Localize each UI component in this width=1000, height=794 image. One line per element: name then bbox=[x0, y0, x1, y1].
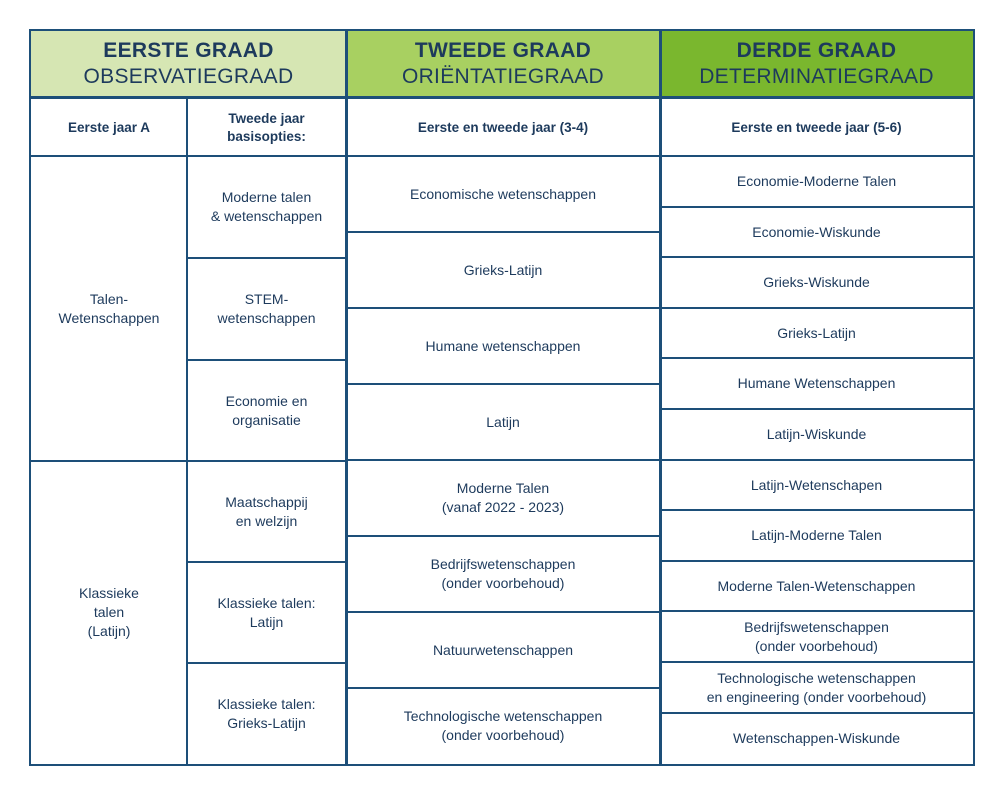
col4-cell: Latijn-Wiskunde bbox=[766, 426, 867, 442]
col2-cell: Moderne talen & wetenschappen bbox=[210, 189, 323, 224]
col4-cell: Economie-Wiskunde bbox=[752, 223, 881, 240]
col2-cell: Klassieke talen: Latijn bbox=[217, 594, 316, 630]
col4-cell: Latijn-Moderne Talen bbox=[751, 527, 882, 543]
col1-cell: Talen- Wetenschappen bbox=[58, 290, 160, 326]
col3-cell: Natuurwetenschappen bbox=[432, 641, 574, 658]
subheader-tweede-graad-jaren: Eerste en tweede jaar (3-4) bbox=[417, 119, 589, 135]
col2-cell: STEM- wetenschappen bbox=[217, 291, 316, 326]
col1-cell: Klassieke talen (Latijn) bbox=[79, 585, 139, 639]
col3-cell: Economische wetenschappen bbox=[409, 185, 596, 202]
col3-cell: Bedrijfswetenschappen (onder voorbehoud) bbox=[430, 556, 576, 591]
header-eerste-graad-title: EERSTE GRAAD bbox=[103, 38, 274, 62]
col4-cell: Grieks-Latijn bbox=[777, 324, 856, 341]
header-tweede-graad-title: TWEEDE GRAAD bbox=[414, 38, 592, 62]
table-border bbox=[29, 29, 975, 766]
col4-cell: Humane Wetenschappen bbox=[737, 375, 896, 391]
col3-cell: Moderne Talen (vanaf 2022 - 2023) bbox=[441, 480, 565, 515]
col4-cell: Economie-Moderne Talen bbox=[736, 173, 897, 189]
header-tweede-graad-subtitle: ORIËNTATIEGRAAD bbox=[401, 64, 605, 88]
subheader-derde-graad-jaren: Eerste en tweede jaar (5-6) bbox=[731, 119, 902, 135]
header-derde-graad-title: DERDE GRAAD bbox=[736, 38, 897, 62]
col4-cell: Moderne Talen-Wetenschappen bbox=[717, 577, 916, 594]
col4-cell: Bedrijfswetenschappen (onder voorbehoud) bbox=[744, 618, 889, 654]
header-eerste-graad-subtitle: OBSERVATIEGRAAD bbox=[83, 64, 294, 88]
col3-cell: Grieks-Latijn bbox=[463, 261, 543, 278]
col4-cell: Latijn-Wetenschapen bbox=[750, 476, 883, 493]
col3-cell: Technologische wetenschappen (onder voorbehoud) bbox=[403, 708, 603, 743]
col2-cell: Maatschappij en welzijn bbox=[225, 493, 308, 529]
subheader-tweede-jaar: Tweede jaar basisopties: bbox=[227, 110, 306, 144]
col2-cell: Economie en organisatie bbox=[225, 392, 308, 428]
col3-cell: Humane wetenschappen bbox=[425, 337, 581, 354]
col4-cell: Wetenschappen-Wiskunde bbox=[732, 730, 901, 746]
subheader-eerste-jaar: Eerste jaar A bbox=[67, 119, 151, 135]
col3-cell: Latijn bbox=[486, 413, 520, 430]
col4-cell: Grieks-Wiskunde bbox=[763, 274, 870, 290]
col4-cell: Technologische wetenschappen en engineering (onder voorbehoud) bbox=[706, 669, 927, 705]
col2-cell: Klassieke talen: Grieks-Latijn bbox=[217, 695, 316, 731]
header-derde-graad-subtitle: DETERMINATIEGRAAD bbox=[699, 64, 934, 88]
